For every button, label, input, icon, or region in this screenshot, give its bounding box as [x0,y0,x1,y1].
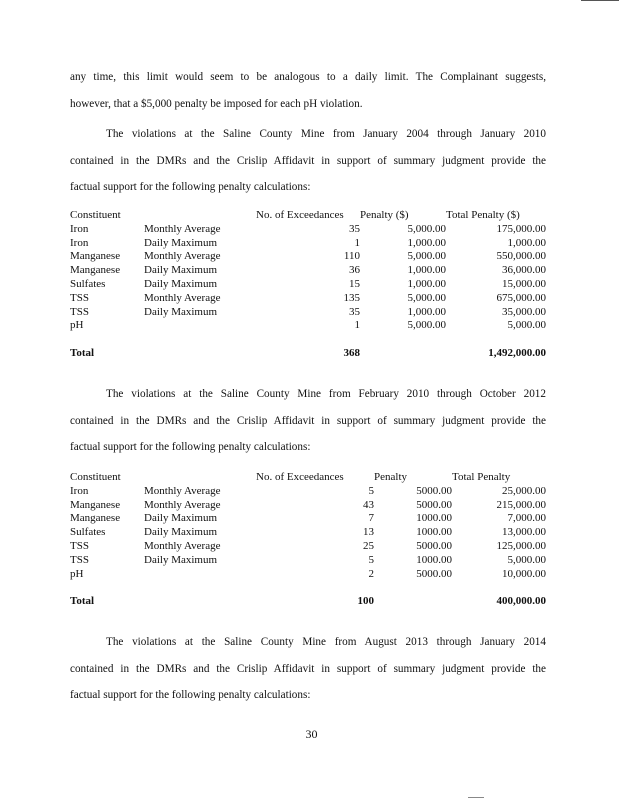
table-header-row [70,209,546,223]
total-amount: 400,000.00 [496,595,546,608]
header-total-penalty: Total Penalty [452,471,511,483]
cell-exceedances: 5 [368,484,374,497]
cell-total: 13,000.00 [502,526,546,539]
header-penalty: Penalty [374,471,407,483]
penalty-table-2010-2012 [70,471,546,609]
cell-exceedances: 13 [363,526,374,539]
cell-type: Daily Maximum [144,553,218,566]
text-line: contained in the DMRs and the Crislip Affidavit in support of summary judgment provide the [70,414,546,427]
cell-constituent: TSS [70,291,89,304]
total-label: Total [70,595,95,608]
table-row [70,526,546,540]
cell-type [144,568,256,582]
table-row [70,499,546,513]
cell-penalty: 5,000.00 [407,319,446,332]
penalty-table-2004-2010 [70,209,546,361]
header-constituent: Constituent [70,209,121,221]
cell-type: Monthly Average [144,291,221,304]
cell-penalty: 1000.00 [416,553,452,566]
text-line: factual support for the following penalty calculations: [70,441,311,453]
cell-type: Monthly Average [144,484,221,497]
cell-total: 215,000.00 [496,498,546,511]
total-amount: 1,492,000.00 [488,347,546,360]
cell-total: 5,000.00 [507,319,546,332]
cell-exceedances: 1 [354,319,360,332]
text-line: contained in the DMRs and the Crislip Affidavit in support of summary judgment provide the [70,154,546,167]
cell-constituent: Iron [70,484,89,497]
table-row [70,223,546,237]
cell-exceedances: 35 [349,222,360,235]
cell-exceedances: 36 [349,264,360,277]
cell-type: Daily Maximum [144,277,218,290]
cell-total: 175,000.00 [496,222,546,235]
table-row [70,540,546,554]
table-header-row [70,471,546,485]
cell-exceedances: 1 [354,236,360,249]
cell-type: Daily Maximum [144,526,218,539]
table-row [70,512,546,526]
cell-exceedances: 25 [363,539,374,552]
header-type [144,209,256,223]
cell-exceedances: 43 [363,498,374,511]
cell-type: Daily Maximum [144,305,218,318]
cell-exceedances: 15 [349,277,360,290]
cell-penalty: 1,000.00 [407,305,446,318]
cell-constituent: Manganese [70,512,121,525]
header-type [144,471,256,485]
table-row [70,292,546,306]
cell-type: Monthly Average [144,498,221,511]
text-line: any time, this limit would seem to be analogous to a daily limit. The Complainant suggests, [70,71,546,83]
table-total-row [70,333,546,361]
table-row [70,250,546,264]
cell-exceedances: 5 [368,553,374,566]
table-row [70,554,546,568]
table-row [70,319,546,333]
cell-constituent: Iron [70,236,89,249]
table-row [70,278,546,292]
cell-penalty: 5000.00 [416,539,452,552]
text-line: factual support for the following penalty calculations: [70,689,311,701]
scan-edge-mark [468,797,484,798]
cell-exceedances: 35 [349,305,360,318]
text-line: however, that a $5,000 penalty be imposed for each pH violation. [70,97,363,110]
cell-type: Monthly Average [144,222,221,235]
paragraph-2013-2014 [70,629,546,709]
cell-constituent: pH [70,567,84,580]
scan-edge-mark [581,0,619,1]
cell-constituent: TSS [70,305,89,318]
cell-penalty: 1000.00 [416,512,452,525]
cell-type: Daily Maximum [144,236,218,249]
cell-constituent: Manganese [70,264,121,277]
cell-total: 550,000.00 [496,250,546,263]
header-total-penalty: Total Penalty ($) [446,209,520,221]
table-row [70,485,546,499]
cell-total: 15,000.00 [502,277,546,290]
cell-constituent: Sulfates [70,277,106,290]
paragraph-continuation [70,64,546,117]
text-line: The violations at the Saline County Mine from February 2010 through October 2012 [106,388,546,400]
table-row [70,568,546,582]
cell-type: Monthly Average [144,539,221,552]
table-row [70,237,546,251]
total-exceedances: 368 [343,347,360,360]
cell-penalty: 1,000.00 [407,264,446,277]
cell-constituent: TSS [70,539,89,552]
cell-type: Monthly Average [144,250,221,263]
cell-constituent: Manganese [70,250,121,263]
cell-exceedances: 135 [343,291,360,304]
page-number: 30 [305,727,318,741]
header-penalty: Penalty ($) [360,209,409,221]
cell-total: 1,000.00 [507,236,546,249]
cell-penalty: 1000.00 [416,526,452,539]
total-exceedances: 100 [357,595,374,608]
cell-total: 25,000.00 [502,484,546,497]
text-line: The violations at the Saline County Mine from August 2013 through January 2014 [106,636,546,648]
cell-constituent: Manganese [70,498,121,511]
text-line: contained in the DMRs and the Crislip Affidavit in support of summary judgment provide the [70,662,546,675]
paragraph-2004-2010 [70,121,546,201]
cell-type [144,319,256,333]
text-line: factual support for the following penalty calculations: [70,181,311,193]
cell-penalty: 1,000.00 [407,236,446,249]
cell-constituent: Sulfates [70,526,106,539]
cell-penalty: 5,000.00 [407,250,446,263]
cell-exceedances: 2 [368,567,374,580]
cell-penalty: 5000.00 [416,484,452,497]
total-label: Total [70,347,95,360]
header-constituent: Constituent [70,471,121,483]
header-exceedances: No. of Exceedances [256,471,344,483]
cell-penalty: 5000.00 [416,498,452,511]
cell-penalty: 5,000.00 [407,291,446,304]
cell-penalty: 5,000.00 [407,222,446,235]
table-total-row [70,581,546,609]
cell-total: 10,000.00 [502,567,546,580]
cell-total: 125,000.00 [496,539,546,552]
cell-total: 7,000.00 [507,512,546,525]
table-row [70,264,546,278]
cell-total: 5,000.00 [507,553,546,566]
paragraph-2010-2012 [70,381,546,461]
cell-type: Daily Maximum [144,512,218,525]
cell-constituent: pH [70,319,84,332]
cell-constituent: Iron [70,222,89,235]
cell-constituent: TSS [70,553,89,566]
cell-total: 35,000.00 [502,305,546,318]
header-exceedances: No. of Exceedances [256,209,344,221]
cell-penalty: 1,000.00 [407,277,446,290]
cell-penalty: 5000.00 [416,567,452,580]
cell-total: 36,000.00 [502,264,546,277]
cell-exceedances: 110 [343,250,360,263]
text-line: The violations at the Saline County Mine from January 2004 through January 2010 [106,128,546,140]
table-row [70,306,546,320]
cell-type: Daily Maximum [144,264,218,277]
cell-exceedances: 7 [368,512,374,525]
cell-total: 675,000.00 [496,291,546,304]
